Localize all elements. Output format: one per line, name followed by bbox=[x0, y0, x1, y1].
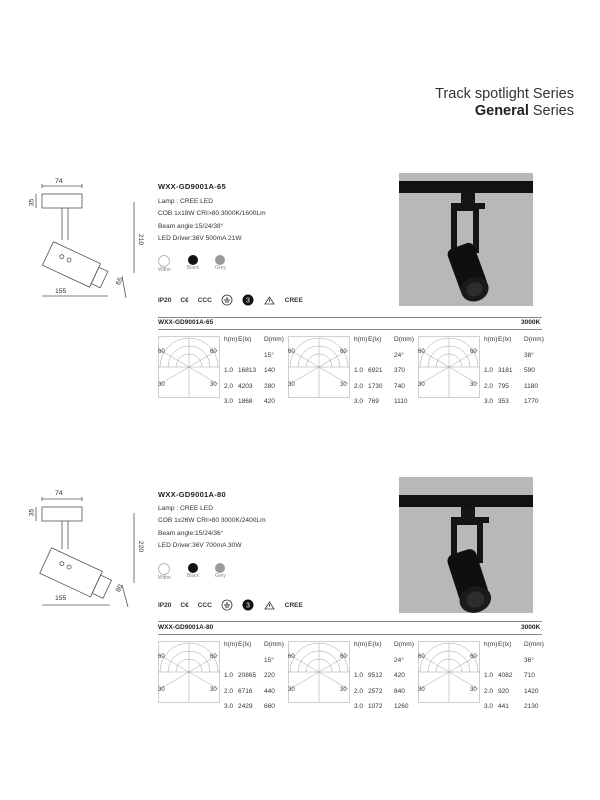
beam-angle: 24° bbox=[394, 656, 404, 664]
ground-icon bbox=[221, 599, 233, 611]
table-row: 1.0 9512 420 bbox=[354, 672, 405, 679]
col-d: D(mm) bbox=[264, 641, 284, 648]
white-swatch bbox=[158, 255, 170, 267]
col-d: D(mm) bbox=[524, 336, 544, 343]
photometric-table bbox=[484, 637, 546, 715]
section-divider bbox=[158, 317, 542, 318]
photometric-table bbox=[484, 332, 546, 410]
polar-label-left-bottom: 30 bbox=[288, 382, 295, 388]
section-divider bbox=[158, 634, 542, 635]
series-title-line2 bbox=[435, 103, 574, 120]
polar-label-left-top: 60 bbox=[288, 349, 295, 355]
beam-angle: 36° bbox=[524, 656, 534, 664]
polar-label-right-bottom: 30 bbox=[470, 687, 477, 693]
polar-label-left-bottom: 30 bbox=[288, 687, 295, 693]
col-h: h(m) bbox=[224, 641, 238, 648]
ground-icon bbox=[221, 294, 233, 306]
svg-text:3: 3 bbox=[245, 297, 250, 305]
spec-list bbox=[158, 503, 266, 552]
col-h: h(m) bbox=[484, 641, 498, 648]
polar-label-left-bottom: 30 bbox=[158, 382, 165, 388]
col-h: h(m) bbox=[224, 336, 238, 343]
technical-drawing bbox=[22, 483, 145, 608]
color-label: Grey bbox=[215, 265, 226, 271]
black-swatch bbox=[188, 563, 198, 573]
beam-angle: 15° bbox=[264, 656, 274, 664]
spec-driver: LED Driver:36V 700mA 30W bbox=[158, 541, 242, 549]
dim-width: 74 bbox=[55, 178, 63, 185]
color-swatches bbox=[158, 563, 226, 581]
dimmable-icon bbox=[263, 294, 276, 306]
photometric-block bbox=[288, 336, 416, 405]
beam-angle: 24° bbox=[394, 351, 404, 359]
series-title bbox=[435, 86, 574, 120]
col-e: E(lx) bbox=[498, 336, 512, 343]
dim-length: 155 bbox=[55, 595, 67, 602]
ip-rating: IP20 bbox=[158, 296, 172, 304]
polar-diagram bbox=[158, 641, 220, 703]
table-row: 3.0 1072 1260 bbox=[354, 703, 409, 710]
color-option bbox=[215, 255, 226, 273]
model-number: WXX-GD9001A-80 bbox=[158, 490, 226, 499]
dim-depth: 65 bbox=[115, 276, 125, 287]
ip-rating: IP20 bbox=[158, 601, 172, 609]
series-name-rest: Series bbox=[528, 103, 574, 119]
beam-angle-row bbox=[484, 348, 546, 364]
color-option bbox=[158, 563, 171, 581]
photometric-block bbox=[288, 641, 416, 710]
beam-angle-row bbox=[224, 653, 286, 669]
col-e: E(lx) bbox=[368, 641, 382, 648]
grey-swatch bbox=[215, 563, 225, 573]
color-option bbox=[187, 563, 199, 581]
polar-label-right-bottom: 30 bbox=[210, 382, 217, 388]
color-label: Grey bbox=[215, 573, 226, 579]
polar-label-right-bottom: 30 bbox=[340, 382, 347, 388]
certification-icons bbox=[158, 599, 303, 611]
model-number: WXX-GD9001A-65 bbox=[158, 182, 226, 191]
polar-diagram bbox=[418, 641, 480, 703]
photometric-group bbox=[158, 336, 544, 405]
section-model: WXX-GD9001A-80 bbox=[158, 624, 214, 631]
table-row: 2.0 920 1420 bbox=[484, 687, 539, 695]
color-label: Withe bbox=[158, 575, 171, 581]
table-row: 2.0 4203 280 bbox=[224, 382, 275, 390]
polar-label-left-top: 60 bbox=[418, 654, 425, 660]
table-row: 3.0 2429 660 bbox=[224, 703, 275, 710]
polar-label-right-bottom: 30 bbox=[210, 687, 217, 693]
table-row: 2.0 2572 840 bbox=[354, 687, 405, 695]
product-photo bbox=[399, 173, 533, 306]
dim-top: 35 bbox=[28, 508, 36, 517]
spec-lamp: Lamp : CREE LED bbox=[158, 198, 213, 205]
grey-swatch bbox=[215, 255, 225, 265]
polar-label-right-top: 60 bbox=[340, 654, 347, 660]
col-h: h(m) bbox=[354, 336, 368, 343]
series-title-line1: Track spotlight Series bbox=[435, 86, 574, 102]
polar-label-left-bottom: 30 bbox=[418, 687, 425, 693]
color-swatches bbox=[158, 255, 226, 273]
beam-angle: 15° bbox=[264, 351, 274, 359]
spec-cob: COB 1x26W CRI>80 3000K/2400Lm bbox=[158, 517, 266, 525]
table-row: 1.0 20865 220 bbox=[224, 672, 275, 679]
color-option bbox=[158, 255, 171, 273]
spec-beam: Beam angle:15/24/38° bbox=[158, 222, 224, 230]
col-d: D(mm) bbox=[524, 641, 544, 648]
beam-angle-row bbox=[354, 348, 416, 364]
polar-label-right-bottom: 30 bbox=[340, 687, 347, 693]
polar-label-right-top: 60 bbox=[340, 349, 347, 355]
table-row: 2.0 795 1180 bbox=[484, 382, 538, 390]
polar-label-left-bottom: 30 bbox=[418, 382, 425, 388]
table-row: 3.0 441 2130 bbox=[484, 703, 539, 710]
table-row: 1.0 3181 590 bbox=[484, 367, 535, 374]
table-header bbox=[354, 637, 416, 653]
spec-lamp: Lamp : CREE LED bbox=[158, 505, 213, 512]
table-header bbox=[484, 332, 546, 348]
dim-depth: 80 bbox=[115, 583, 125, 594]
polar-label-right-bottom: 30 bbox=[470, 382, 477, 388]
photometric-block bbox=[418, 336, 544, 405]
product-photo bbox=[399, 477, 533, 613]
section-model: WXX-GD9001A-65 bbox=[158, 319, 214, 326]
polar-label-right-top: 60 bbox=[210, 654, 217, 660]
technical-drawing bbox=[22, 178, 145, 303]
polar-label-left-top: 60 bbox=[288, 654, 295, 660]
photometric-block bbox=[418, 641, 544, 710]
ccc-mark: CCC bbox=[197, 601, 212, 609]
spotlight-image bbox=[399, 173, 533, 306]
svg-text:3: 3 bbox=[245, 602, 250, 610]
beam-angle: 38° bbox=[524, 351, 534, 359]
polar-label-right-top: 60 bbox=[210, 349, 217, 355]
certification-icons bbox=[158, 294, 303, 306]
color-label: Withe bbox=[158, 267, 171, 273]
polar-diagram bbox=[288, 641, 350, 703]
dim-top: 35 bbox=[28, 198, 36, 207]
section-divider bbox=[158, 329, 542, 330]
spec-driver: LED Driver:36V 500mA 21W bbox=[158, 234, 242, 242]
table-row: 3.0 1868 420 bbox=[224, 398, 275, 405]
polar-label-right-top: 60 bbox=[470, 349, 477, 355]
white-swatch bbox=[158, 563, 170, 575]
polar-label-left-top: 60 bbox=[158, 654, 165, 660]
table-row: 2.0 6716 440 bbox=[224, 687, 275, 695]
table-row: 2.0 1730 740 bbox=[354, 382, 405, 390]
ce-mark: C€ bbox=[180, 296, 189, 304]
ccc-mark: CCC bbox=[197, 296, 212, 304]
polar-label-left-bottom: 30 bbox=[158, 687, 165, 693]
photometric-table bbox=[224, 332, 286, 410]
dim-height: 220 bbox=[137, 540, 145, 553]
polar-diagram bbox=[418, 336, 480, 398]
col-e: E(lx) bbox=[238, 641, 252, 648]
color-option bbox=[215, 563, 226, 581]
dimmable-icon bbox=[263, 599, 276, 611]
cree-logo: CREE bbox=[284, 601, 303, 609]
spotlight-image bbox=[399, 477, 533, 613]
spec-cob: COB 1x18W CRI>80 3000K/1600Lm bbox=[158, 210, 266, 218]
col-d: D(mm) bbox=[394, 641, 414, 648]
section-divider bbox=[158, 621, 542, 622]
table-row: 1.0 4082 710 bbox=[484, 672, 535, 679]
section-cct: 3000K bbox=[521, 624, 541, 631]
photometric-table bbox=[354, 332, 416, 410]
photometric-table bbox=[354, 637, 416, 715]
table-row: 3.0 769 1110 bbox=[354, 398, 408, 405]
class-3-icon bbox=[242, 599, 254, 611]
polar-diagram bbox=[288, 336, 350, 398]
class-3-icon bbox=[242, 294, 254, 306]
spec-list bbox=[158, 196, 266, 245]
col-e: E(lx) bbox=[498, 641, 512, 648]
photometric-block bbox=[158, 336, 286, 405]
col-h: h(m) bbox=[484, 336, 498, 343]
col-e: E(lx) bbox=[238, 336, 252, 343]
ce-mark: C€ bbox=[180, 601, 189, 609]
color-label: Black bbox=[186, 265, 200, 271]
table-header bbox=[484, 637, 546, 653]
table-header bbox=[354, 332, 416, 348]
table-row: 3.0 353 1770 bbox=[484, 398, 539, 405]
dim-width: 74 bbox=[55, 490, 63, 497]
col-e: E(lx) bbox=[368, 336, 382, 343]
polar-label-left-top: 60 bbox=[158, 349, 165, 355]
table-header bbox=[224, 637, 286, 653]
col-h: h(m) bbox=[354, 641, 368, 648]
beam-angle-row bbox=[224, 348, 286, 364]
photometric-block bbox=[158, 641, 286, 710]
table-header bbox=[224, 332, 286, 348]
dim-length: 155 bbox=[55, 288, 67, 295]
color-option bbox=[187, 255, 199, 273]
cree-logo: CREE bbox=[284, 296, 303, 304]
black-swatch bbox=[188, 255, 198, 265]
beam-angle-row bbox=[354, 653, 416, 669]
dim-height: 210 bbox=[137, 233, 145, 246]
photometric-group bbox=[158, 641, 544, 710]
photometric-table bbox=[224, 637, 286, 715]
spec-beam: Beam angle:15/24/36° bbox=[158, 529, 224, 537]
table-row: 1.0 16813 140 bbox=[224, 367, 275, 374]
beam-angle-row bbox=[484, 653, 546, 669]
table-row: 1.0 6921 370 bbox=[354, 367, 405, 374]
color-label: Black bbox=[186, 573, 200, 579]
col-d: D(mm) bbox=[264, 336, 284, 343]
col-d: D(mm) bbox=[394, 336, 414, 343]
series-name-bold: General bbox=[474, 103, 529, 119]
polar-diagram bbox=[158, 336, 220, 398]
section-cct: 3000K bbox=[521, 319, 541, 326]
polar-label-right-top: 60 bbox=[470, 654, 477, 660]
polar-label-left-top: 60 bbox=[418, 349, 425, 355]
